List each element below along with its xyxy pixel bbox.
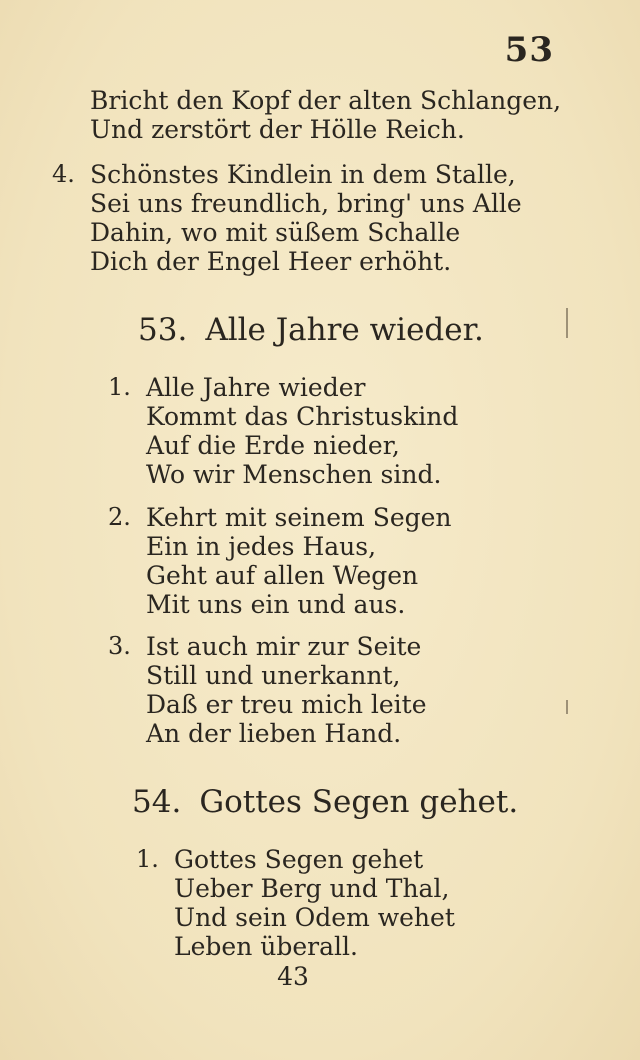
- hymn-title: Gottes Segen gehet.: [199, 784, 519, 820]
- verse-line: Ein in jedes Haus,: [146, 532, 377, 561]
- verse-line: Kommt das Christuskind: [146, 402, 459, 431]
- hymn-heading: [132, 784, 518, 820]
- verse-line: Alle Jahre wieder: [146, 373, 366, 402]
- verse-line: Gottes Segen gehet: [174, 845, 424, 874]
- margin-mark: [566, 308, 568, 338]
- margin-mark: [566, 700, 568, 714]
- hymn-title: Alle Jahre wieder.: [205, 312, 484, 348]
- verse-line: Und sein Odem wehet: [174, 903, 455, 932]
- hymn-number: 54.: [132, 784, 182, 820]
- page-footer-number: 43: [277, 962, 309, 991]
- verse-line: Dich der Engel Heer erhöht.: [90, 247, 452, 276]
- verse-line: Wo wir Menschen sind.: [146, 460, 442, 489]
- verse-number: 1.: [108, 373, 131, 401]
- verse-line: Ist auch mir zur Seite: [146, 632, 422, 661]
- hymn-number: 53.: [138, 312, 188, 348]
- verse-line: Ueber Berg und Thal,: [174, 874, 450, 903]
- verse-number: 2.: [108, 503, 131, 531]
- verse-line: Dahin, wo mit süßem Schalle: [90, 218, 461, 247]
- verse-line: Daß er treu mich leite: [146, 690, 427, 719]
- continuation-line-2: Und zerstört der Hölle Reich.: [90, 115, 465, 144]
- verse-line: Auf die Erde nieder,: [146, 431, 400, 460]
- verse-line: Mit uns ein und aus.: [146, 590, 406, 619]
- verse-line: Geht auf allen Wegen: [146, 561, 419, 590]
- verse-number: 1.: [136, 845, 159, 873]
- page-folio-number: 53: [504, 30, 554, 70]
- verse-line: Kehrt mit seinem Segen: [146, 503, 452, 532]
- verse-line: Schönstes Kindlein in dem Stalle,: [90, 160, 516, 189]
- hymn-heading: [138, 312, 484, 348]
- verse-number: 3.: [108, 632, 131, 660]
- verse-line: Leben überall.: [174, 932, 358, 961]
- verse-line: An der lieben Hand.: [146, 719, 402, 748]
- verse-line: Sei uns freundlich, bring' uns Alle: [90, 189, 522, 218]
- verse-line: Still und unerkannt,: [146, 661, 401, 690]
- verse-number: 4.: [52, 160, 75, 188]
- continuation-line-1: Bricht den Kopf der alten Schlangen,: [90, 86, 562, 115]
